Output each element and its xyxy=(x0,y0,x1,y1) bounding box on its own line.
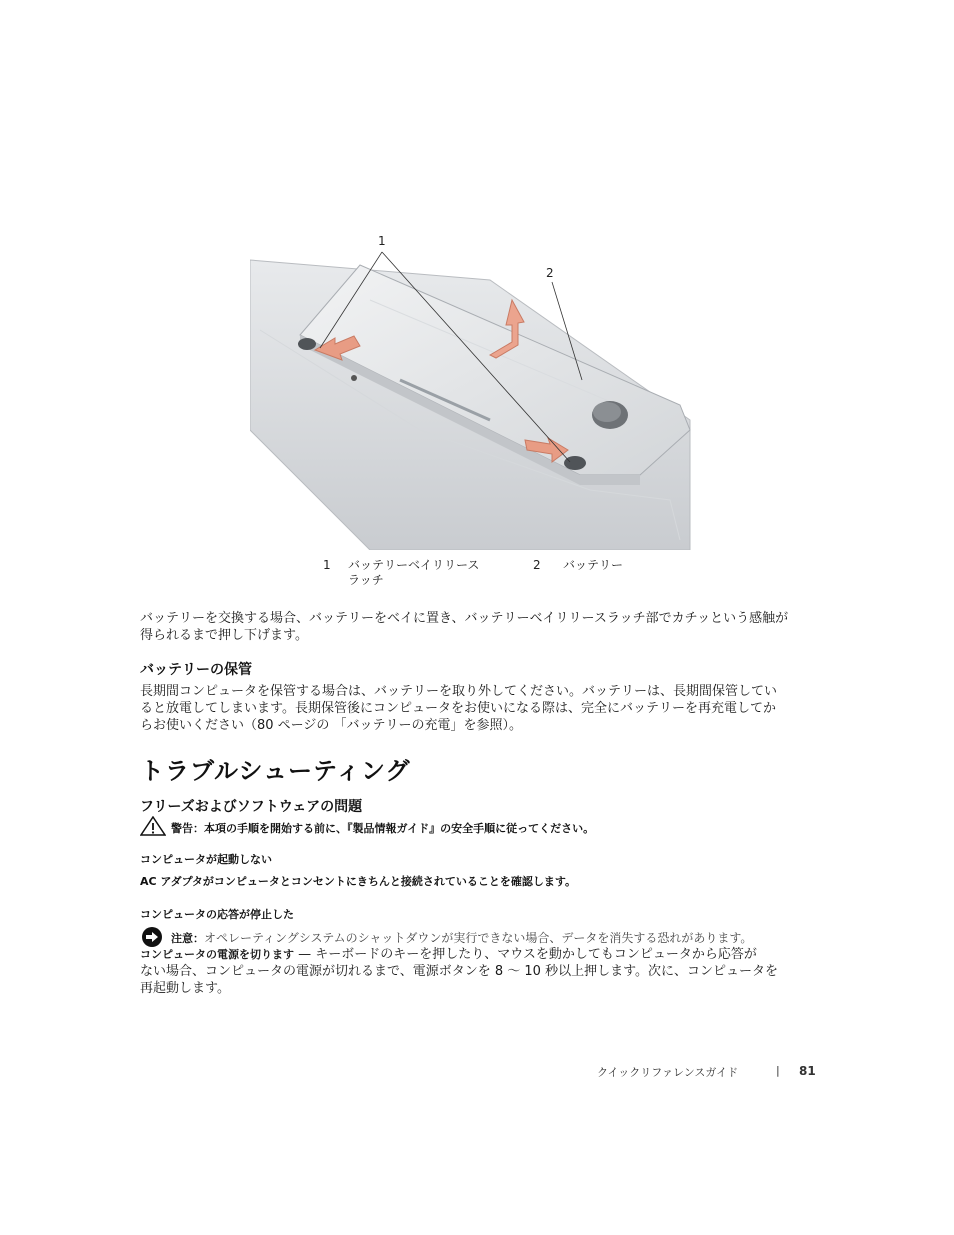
power-line-3: 再起動します。 xyxy=(140,981,230,996)
legend-label-1-line1: バッテリーベイリリース xyxy=(348,558,480,572)
page-number: 81 xyxy=(799,1064,816,1078)
power-off-bold: コンピュータの電源を切ります xyxy=(140,948,294,961)
legend-num-2: 2 xyxy=(533,558,541,572)
intro-paragraph xyxy=(140,610,820,644)
notice-body: オペレーティングシステムのシャットダウンが実行できない場合、データを消失する恐れがあります。 xyxy=(204,931,753,945)
callout-1: 1 xyxy=(378,234,386,248)
intro-line-1: バッテリーを交換する場合、バッテリーをベイに置き、バッテリーベイリリースラッチ部でカチッという感触が xyxy=(140,611,789,626)
footer-guide-name: クイックリファレンスガイド xyxy=(597,1066,739,1079)
notice-label: 注意： xyxy=(171,932,204,945)
storage-line-3: らお使いください（80 ページの 「バッテリーの充電」を参照）。 xyxy=(140,718,523,733)
storage-line-1: 長期間コンピュータを保管する場合は、バッテリーを取り外してください。バッテリーは、長期間保管してい xyxy=(140,684,778,699)
power-line-2: ない場合、コンピュータの電源が切れるまで、電源ボタンを 8 ～ 10 秒以上押します。次に、コンピュータを xyxy=(140,964,779,979)
power-off-paragraph xyxy=(140,946,820,997)
power-line-1: — キーボードのキーを押したり、マウスを動かしてもコンピュータから応答が xyxy=(294,947,757,962)
warning-body: 本項の手順を開始する前に、『製品情報ガイド』の安全手順に従ってください。 xyxy=(204,822,595,835)
storage-line-2: ると放電してしまいます。長期保管後にコンピュータをお使いになる際は、完全にバッテリーを再充電してか xyxy=(140,701,776,716)
storage-paragraph xyxy=(140,683,820,734)
footer-separator: | xyxy=(776,1064,780,1077)
warning-label: 警告： xyxy=(171,822,204,835)
intro-line-2: 得られるまで押し下げます。 xyxy=(140,628,308,643)
storage-heading: バッテリーの保管 xyxy=(140,662,252,678)
freeze-subheading: フリーズおよびソフトウェアの問題 xyxy=(140,799,363,815)
legend-num-1: 1 xyxy=(323,558,331,572)
legend-label-2: バッテリー xyxy=(563,558,624,572)
warning-text xyxy=(171,820,594,836)
battery-figure xyxy=(250,230,710,550)
notice-text xyxy=(171,929,752,946)
stops-heading: コンピュータの応答が停止した xyxy=(140,908,294,921)
legend-label-1-line2: ラッチ xyxy=(348,573,384,587)
not-start-heading: コンピュータが起動しない xyxy=(140,853,272,866)
troubleshooting-title: トラブルシューティング xyxy=(140,757,411,785)
not-start-text: AC アダプタがコンピュータとコンセントにきちんと接続されていることを確認します。 xyxy=(140,875,576,888)
legend-label-1 xyxy=(348,558,479,588)
warning-icon xyxy=(140,816,166,840)
battery-illustration xyxy=(250,230,710,550)
callout-2: 2 xyxy=(546,266,554,280)
